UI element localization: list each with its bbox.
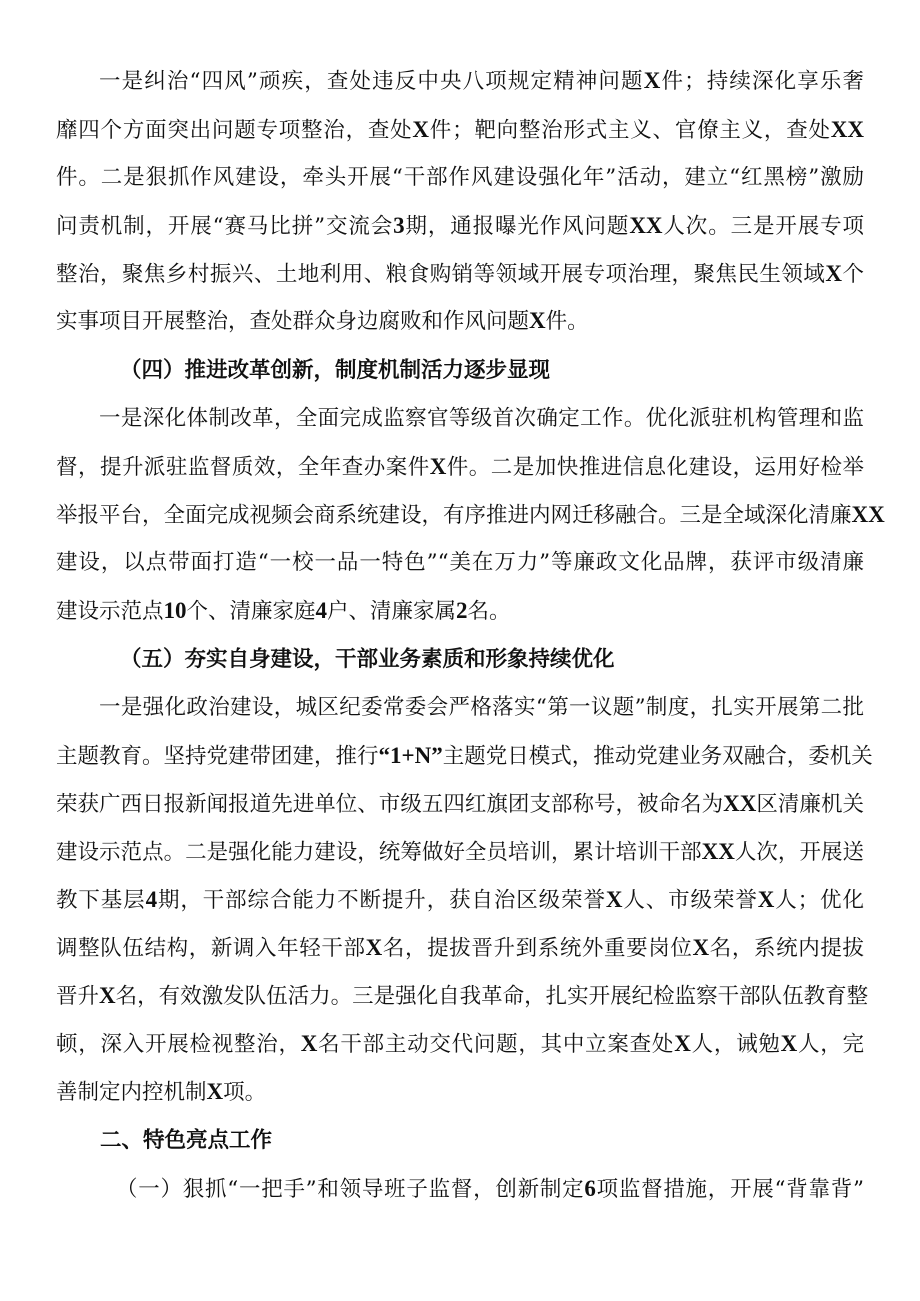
para-1-line-6: 实事项目开展整治，查处群众身边腐败和作风问题X件。 [56,308,589,334]
heading-4: （四）推进改革创新，制度机制活力逐步显现 [120,358,551,383]
para-2-line-3: 举报平台，全面完成视频会商系统建设，有序推进内网迁移融合。三是全域深化清廉XX [56,502,885,528]
para-3-line-9: 善制定内控机制X项。 [56,1079,267,1105]
para-1-line-4: 问责机制，开展“赛马比拼”交流会3期，通报曝光作风问题XX人次。三是开展专项 [56,213,864,239]
heading-5: （五）夯实自身建设，干部业务素质和形象持续优化 [120,647,615,672]
para-3-line-4: 建设示范点。二是强化能力建设，统筹做好全员培训，累计培训干部XX人次，开展送 [56,839,864,865]
para-2-line-1: 一是深化体制改革，全面完成监察官等级首次确定工作。优化派驻机构管理和监 [99,406,864,431]
para-1-line-5: 整治，聚焦乡村振兴、土地利用、粮食购销等领域开展专项治理，聚焦民生领域X个 [56,261,864,287]
para-3-line-8: 顿，深入开展检视整治，X名干部主动交代问题，其中立案查处X人，诫勉X人，完 [56,1031,864,1057]
para-2-line-5: 建设示范点10个、清廉家庭4户、清廉家属2名。 [56,598,511,624]
para-2-line-4: 建设，以点带面打造“一校一品一特色”“美在万力”等廉政文化品牌，获评市级清廉 [56,550,864,575]
para-2-line-2: 督，提升派驻监督质效，全年查办案件X件。二是加快推进信息化建设，运用好检举 [56,454,864,480]
para-3-line-3: 荣获广西日报新闻报道先进单位、市级五四红旗团支部称号，被命名为XX区清廉机关 [56,791,864,817]
para-3-line-1: 一是强化政治建设，城区纪委常委会严格落实“第一议题”制度，扎实开展第二批 [99,695,864,720]
para-1-line-1: 一是纠治“四风”顽疾，查处违反中央八项规定精神问题X件；持续深化享乐奢 [99,68,864,94]
para-4-line-1: （一）狠抓“一把手”和领导班子监督，创新制定6项监督措施，开展“背靠背” [116,1176,864,1202]
para-3-line-5: 教下基层4期，干部综合能力不断提升，获自治区级荣誉X人、市级荣誉X人；优化 [56,887,864,913]
section-2-heading: 二、特色亮点工作 [100,1128,273,1153]
para-3-line-2: 主题教育。坚持党建带团建，推行“1+N”主题党日模式，推动党建业务双融合，委机关 [56,743,873,769]
para-3-line-7: 晋升X名，有效激发队伍活力。三是强化自我革命，扎实开展纪检监察干部队伍教育整 [56,983,869,1009]
para-1-line-2: 靡四个方面突出问题专项整治，查处X件；靶向整治形式主义、官僚主义，查处XX [56,117,864,143]
para-3-line-6: 调整队伍结构，新调入年轻干部X名，提拔晋升到系统外重要岗位X名，系统内提拔 [56,935,864,961]
para-1-line-3: 件。二是狠抓作风建设，牵头开展“干部作风建设强化年”活动，建立“红黑榜”激励 [56,165,864,190]
